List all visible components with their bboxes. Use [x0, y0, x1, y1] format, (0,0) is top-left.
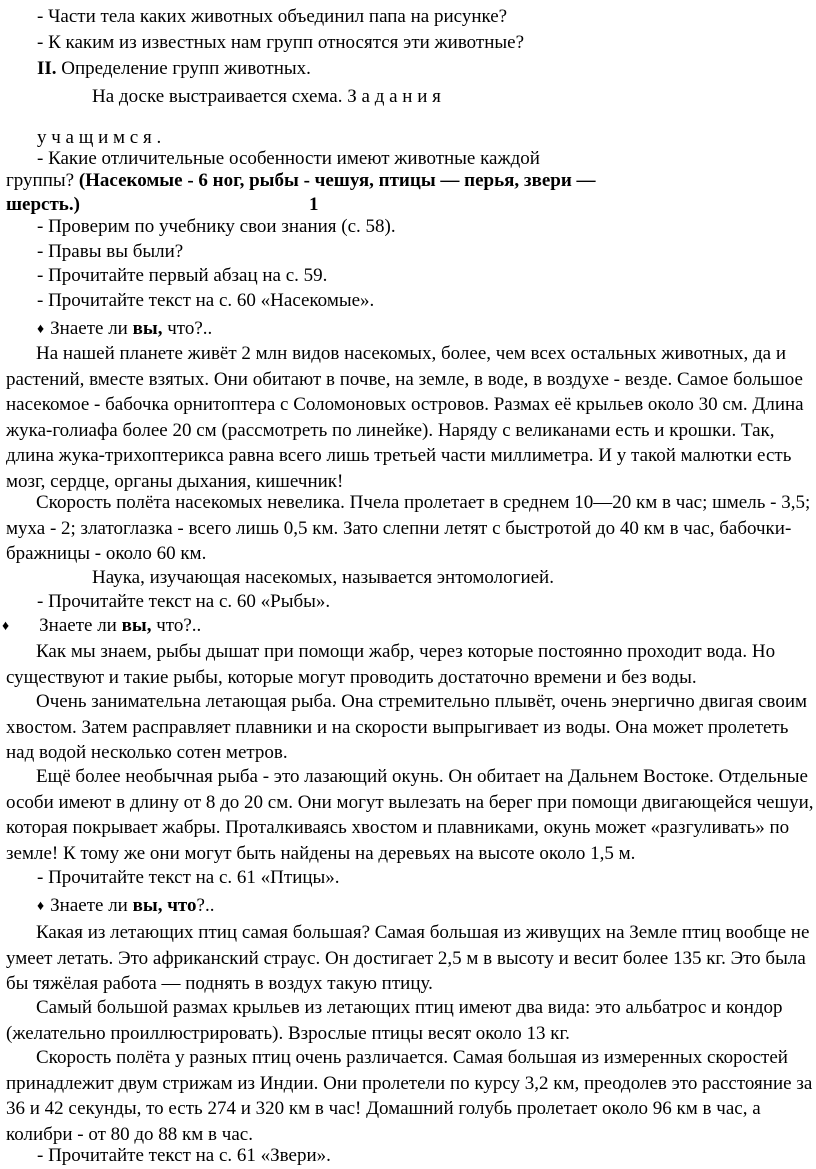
- read-paragraph-line: - Прочитайте первый абзац на с. 59.: [37, 265, 328, 286]
- birds-paragraph-1: Какая из летающих птиц самая большая? Самая большая из живущих на Земле птиц вообще не умеет летать. Это африканский страус. Он достигает 2,5 м в высоту и весит более 135 кг. Это была бы тяжёлая работа — поднять в воздух такую птицу.: [6, 922, 810, 994]
- did-you-know-text: Знаете ли: [50, 895, 133, 916]
- question-animal-groups: - К каким из известных нам групп относятся эти животные?: [37, 32, 525, 53]
- birds-paragraph-3: Скорость полёта у разных птиц очень различается. Самая большая из измеренных скоростей принадлежит двум стрижам из Индии. Они пролетели по курсу 3,2 км, преодолев это расстояние за 36 и 42 секунды, то есть 274 и 320 км в час! Домашний голубь пролетает около 96 км в час, а колибри - от 80 до 88 км в час.: [6, 1047, 813, 1145]
- entomology-line: Наука, изучающая насекомых, называется энтомологией.: [92, 567, 554, 588]
- read-fish-line: - Прочитайте текст на с. 60 «Рыбы».: [37, 591, 331, 612]
- question-features: - Какие отличительные особенности имеют животные каждой: [37, 148, 540, 169]
- did-you-know-fish: [2, 613, 201, 641]
- groups-answer-end: шерсть.): [6, 194, 80, 215]
- read-birds-line: - Прочитайте текст на с. 61 «Птицы».: [37, 867, 340, 888]
- groups-answer-line: [6, 168, 596, 194]
- pupils-line: у ч а щ и м с я .: [37, 127, 162, 148]
- section-number: II.: [37, 58, 57, 79]
- read-mammals-line: - Прочитайте текст на с. 61 «Звери».: [37, 1145, 331, 1166]
- did-you-know-bold: вы, что: [132, 895, 197, 916]
- fish-paragraph-2: Очень занимательна летающая рыба. Она стремительно плывёт, очень энергично двигая своим хвостом. Затем расправляет плавники и на скорости выпрыгивает из воды. Она может пролететь над водой несколько сотен метров.: [6, 691, 808, 763]
- did-you-know-insects: [37, 316, 212, 344]
- section-heading: [37, 56, 311, 82]
- birds-paragraph-2: Самый большой размах крыльев из летающих птиц имеют два вида: это альбатрос и кондор (желательно проиллюстрировать). Взрослые птицы весят около 13 кг.: [6, 997, 783, 1044]
- did-you-know-tail: ?..: [196, 895, 215, 916]
- did-you-know-tail: что?..: [151, 615, 202, 636]
- did-you-know-tail: что?..: [162, 318, 213, 339]
- fish-paragraph-1: Как мы знаем, рыбы дышат при помощи жабр, через которые постоянно проходит вода. Но существуют и такие рыбы, которые могут проводить достаточно времени и без воды.: [6, 641, 776, 688]
- groups-answer-bold: (Насекомые - 6 ног, рыбы - чешуя, птицы — перья, звери —: [78, 170, 596, 191]
- diamond-icon: ♦: [37, 322, 45, 337]
- section-title: Определение групп животных.: [61, 58, 311, 79]
- fish-paragraph-3: Ещё более необычная рыба - это лазающий окунь. Он обитает на Дальнем Востоке. Отдельные особи имеют в длину от 8 до 20 см. Они могут вылезать на берег при помощи двигающейся чешуи, которая покрывает жабры. Проталкиваясь хвостом и плавниками, окунь может «разгуливать» по земле! К тому же они могут быть найдены на деревьях на высоте около 1,5 м.: [6, 766, 814, 864]
- insects-paragraph-1: На нашей планете живёт 2 млн видов насекомых, более, чем всех остальных животных, да и растений, вместе взятых. Они обитают в почве, на земле, в воде, в воздухе - везде. Самое большое насекомое - бабочка орнитоптера с Соломоновых островов. Размах её крыльев около 30 см. Длина жука-голиафа более 20 см (рассмотреть по линейке). Наряду с великанами есть и крошки. Так, длина жука-трихоптерикса равна всего лишь третьей части миллиметра. И у такой малютки есть мозг, сердце, органы дыхания, кишечник!: [6, 343, 804, 492]
- did-you-know-text: Знаете ли: [39, 615, 122, 636]
- footnote-number: 1: [309, 194, 319, 215]
- diamond-icon: ♦: [37, 899, 45, 914]
- board-scheme-line: На доске выстраивается схема. З а д а н и я: [92, 86, 441, 107]
- read-insects-line: - Прочитайте текст на с. 60 «Насекомые».: [37, 290, 375, 311]
- groups-word: группы?: [6, 170, 79, 191]
- were-right-line: - Правы вы были?: [37, 241, 184, 262]
- insects-paragraph-2: Скорость полёта насекомых невелика. Пчела пролетает в среднем 10—20 км в час; шмель - 3,5; муха - 2; златоглазка - всего лишь 0,5 км. Зато слепни летят с быстротой до 40 км в час, бабочки-бражницы - около 60 км.: [6, 492, 811, 564]
- question-body-parts: - Части тела каких животных объединил папа на рисунке?: [37, 6, 508, 27]
- did-you-know-text: Знаете ли: [50, 318, 133, 339]
- check-textbook-line: - Проверим по учебнику свои знания (с. 58).: [37, 216, 396, 237]
- did-you-know-bold: вы,: [121, 615, 152, 636]
- did-you-know-birds: [37, 893, 214, 921]
- diamond-icon: ♦: [2, 619, 10, 634]
- did-you-know-bold: вы,: [132, 318, 163, 339]
